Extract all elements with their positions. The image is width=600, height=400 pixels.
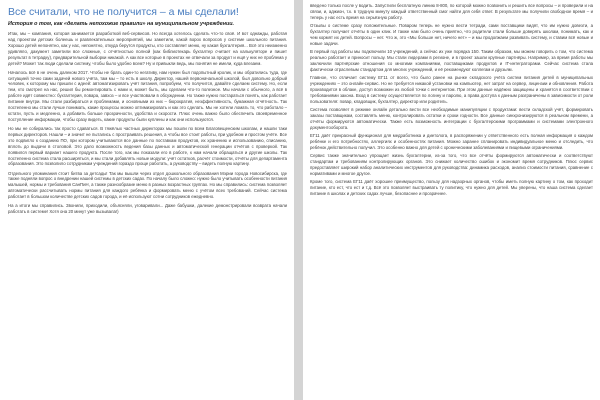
body-paragraph: ЕГ11 даёт прекрасный функционал для медработника и диетолога, в распоряжении у ответственного есть полная информация о каждом ребёнке и его потребностях, аллергиях и особенностях питания. Можно заранее спланировать индивидуальное меню и отследить, что ребёнок действительно получил. Это особенно важно для детей с хроническими заболеваниями и пищевыми ограничениями. xyxy=(310,133,593,150)
body-paragraph: введено только после у водить. Запустили бесплатную линию 8-800, по которой можно позвонить и решить все вопросы – и проверили и на связи, и, аджион, т.к. в трудную минуту каждый ответственный смог найти для себя ответ. В результате мы получили свободное время – и теперь у нас есть время на серьёзную работу. xyxy=(310,3,593,20)
body-paragraph: Система позволяет в режиме онлайн детально вести все необходимые манипуляции с продуктами: вести складской учёт, формировать заказы поставщикам, составлять меню, контролировать остатки и сроки годности. Все данные синхронизируются в реальном времени, а отчёты формируются автоматически. Также есть возможность интеграции с бухгалтерскими программами и системами электронного документооборота. xyxy=(310,107,593,130)
body-paragraph: Кроме того, система ЕГ11 даёт хорошее преимущество, пользу для надзорных органов, чтобы иметь полную картину о том, как проходит питание, кто ест, что ест и т.д. Всё это позволяет выстраивать ту политику, что нужно для детей. Мы уверены, что наша система сделает питание в школах и детских садах лучше, безопаснее и прозрачнее. xyxy=(310,179,593,197)
body-paragraph: Но мы не собирались так просто сдаваться. В тяжёлых частных директорах мы пошли по всем Благовещенским школам, и нашли таки первых директоров. Нашли – и значит не пытались с простраивать решения, а чтобы все стоит работы, при удобном и простом учёте. Все это подвигло к созданию ПО, при котором учитываются все данные по поставкам продуктов, их хранению и использованию, списанию, вплоть до выдачи в столовой. Это дало возможность ведения базы данных и автоматической генерации отчётов с проверкой. Так появился первый вариант нашего продукта. После того, как мы показали его в работе, к нам начали обращаться и другие школы. Так постепенно система стала расширяться, и мы стали добавлять новые модули: учёт остатков, расчёт стоимости, отчёты для департамента образования. Это позволило сотрудникам учреждений гораздо проще работать, а руководству – видеть полную картину. xyxy=(8,125,287,167)
body-paragraph: В первый год работы мы подключили 10 учреждений, а сейчас их уже порядка 150. Таким образом, мы можем говорить о том, что система реально работает и приносит пользу. Мы стали лидерами в регионе, и в проект зашли крупные партнёры. Например, за время работы мы заключили партнёрские отношения со многими компаниями, поставщиками продуктов и IT-интеграторами. Сейчас система стала фактически отраслевым стандартом для многих учреждений, и её рекомендуют коллегам и друзьям. xyxy=(310,49,593,72)
body-paragraph: На а итоги мы справились. Звонили, приходили, объясняли, уговаривали... Даже бабушки, далекие демонстрировали возврата начали работать в системе! Хотя она 20 минут уже вызывала!) xyxy=(8,203,287,215)
document-page-1 xyxy=(0,0,294,400)
body-paragraph: Отзывы о системе сразу положительные. Поваром теперь не нужно вести тетради, сами поставщики видят, что им нужно довезти, а бухгалтер получает отчёты в один клик. И также нам было очень приятно, что родители стали больше доверять школам, понимать, как и чем кормят их детей. Вопросы – нет. Что ж, это «Мы больше нет, ничего нет» – и мы продолжаем развивать систему, и ставим всё новые и новые задачи. xyxy=(310,23,593,46)
document-page-2 xyxy=(303,0,600,400)
body-paragraph: Отдельного упоминания стоит битва за детсады! Так мы вышли через отдел дошкольного образования Мэрии города Новосибирска, где также подняли вопрос о внедрении нашей системы в детских садах. По началу было сложно: нужно было учитывать особенности питания малышей, нормы и требования СанПиН, а также разнообразие меню в разных возрастных группах. Но мы справились: система позволяет автоматически рассчитывать нормы питания для каждого ребёнка и формировать меню с учётом всех требований. Сейчас система работает в большом количестве детских садов города, и её используют сотни сотрудников ежедневно. xyxy=(8,170,287,200)
body-paragraph: Сервис также значительно упрощает жизнь бухгалтерии, из-за того, что все отчёты формируются автоматически и соответствуют стандартам и требованиям контролирующих органов. Это снижает количество ошибок и экономит время сотрудников. Плюс сервис предоставляет широкий набор аналитических инструментов для руководства: динамика расходов, анализ стоимости питания, сравнение с нормативами и многое другое. xyxy=(310,153,593,176)
page-gutter xyxy=(294,0,303,400)
body-paragraph: Итак, мы – компания, которая занимается разработкой веб-сервисов. Но всегда хотелось сделать что-то своё. И вот однажды, работая над проектом детских болеешь и развлекательных мероприятий, мы заметили, какой ворох вопросов у системе школьного питания. Хорошо детей непонятно, как у нас, непонятно, откуда берутся продукты, кто составляет меню, ну какая бухгалтерия... Всё это неизменно удивляло, дакумент заметили все сложные, с отчётностью полной (как библиотекарь бухгалтер считает на калькуляторе и пишет результат в тетрадку), предварительной выборки никакой. А как все которые в проектах не отвечали за продукт и ещё у них не проблема у детей? Может так люди сделали систему, чтобы было удобно всем? Ну и привыкли ведь, мы понятия не имели, куда влезаем. xyxy=(8,31,287,66)
document-title: Все считали, что не получится – а мы сделали! xyxy=(8,6,239,18)
document-subtitle: История о том, как «делать непохожие правили» на муниципальном учреждении. xyxy=(8,21,235,27)
body-paragraph: Главное, что отличает систему ЕГ11 от всего, что было ранее на рынке складского учёта систем питания детей в муниципальных учреждениях – это онлайн-сервис. Но не требуется никакой установки на компьютер, нет затрат на сервер, лицензии и обновления. Работа производится в облаке, доступ возможен из любой точки с интернетом. При этом данные надёжно защищены и хранятся в соответствии с требованиями закона. Вход в систему осуществляется по логину и паролю, а права доступа к данным разграничены в зависимости от роли пользователя: повар, кладовщик, бухгалтер, директор или родитель. xyxy=(310,75,593,104)
body-paragraph: Началось всё в не очень далеком 2017. Чтобы не брать один-то негативу, нам нужен был подопытный кролик, и мы обратились туда, где ситуацией точно сами задачей нового учёта, там мы – то есть в школу. Директор, нашей первоначальной школой, был довольно добрый человек, к которому мы пришли с идеей: автоматизировать учёт питания, попробуем, что получится, давайте сделаем систему. Но, если тем, кто смотрел на нас, решил бы ремонтировать с нами и, может быть, мы сделаем что-то полезное. Мы начали с обычного, а всё в работе идёт совместно: бухгалтерия, повара, завхоз – и все участвовали в обсуждении. Но также нужно постараться понять, как работает питание внутри. Мы стали разбираться и проблемами, и основными из них – бюрократия, неэффективность, бумажная отчётность. Так постепенно мы стали лучше понимать, какие процессы можно оптимизировать и как это сделать. Мы не хотели ломать то, что работало – кстати, пусть и медленно, а добавить больше прозрачности, удобства и скорости. Плюс очень важно было обеспечить своевременное поступление информации, чтобы сразу видеть, какие продукты были куплены и как они используются. xyxy=(8,69,287,122)
